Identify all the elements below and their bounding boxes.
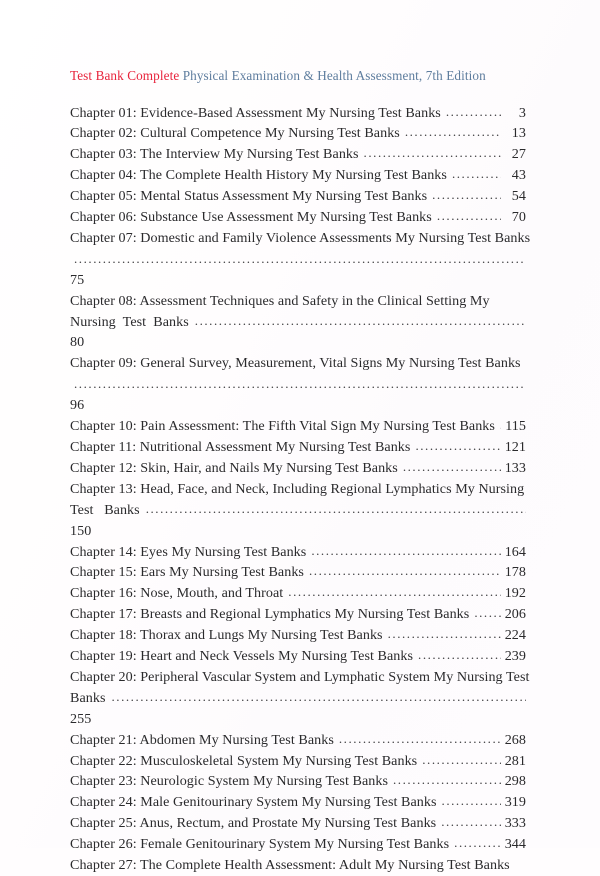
- toc-entry[interactable]: [70, 667, 526, 730]
- brand-label: Test Bank Complete: [70, 68, 179, 83]
- toc-row[interactable]: [70, 646, 526, 667]
- dot-leader: [403, 457, 501, 478]
- dot-leader: [70, 249, 526, 270]
- toc-entry-page-number: 133: [504, 458, 526, 479]
- toc-entry-title: Chapter 18: Thorax and Lungs My Nursing Test Banks: [70, 625, 383, 646]
- toc-entry-title: Chapter 17: Breasts and Regional Lymphatics My Nursing Test Banks: [70, 604, 469, 625]
- toc-entry-title: Chapter 27: The Complete Health Assessment: Adult My Nursing Test Banks: [70, 857, 510, 873]
- toc-row[interactable]: [70, 730, 526, 751]
- toc-row[interactable]: [70, 792, 526, 813]
- dot-leader: [452, 164, 501, 185]
- toc-entry-page-number: 239: [504, 646, 526, 667]
- toc-row[interactable]: [70, 834, 526, 855]
- toc-entry-title: Chapter 03: The Interview My Nursing Test Banks: [70, 144, 359, 165]
- toc-entry-page-number: 43: [504, 165, 526, 186]
- dot-leader: [442, 791, 501, 812]
- dot-leader: [432, 185, 501, 206]
- toc-entry-page-number: 268: [504, 730, 526, 751]
- dot-leader: [474, 603, 501, 624]
- toc-entry[interactable]: [70, 228, 526, 291]
- dot-leader: [437, 206, 501, 227]
- toc-entry[interactable]: [70, 834, 526, 855]
- dot-leader: [418, 645, 501, 666]
- dot-leader: [422, 750, 501, 771]
- toc-entry[interactable]: [70, 123, 526, 144]
- toc-entry-title: Chapter 23: Neurologic System My Nursing Test Banks: [70, 771, 388, 792]
- dot-leader: [388, 624, 501, 645]
- toc-row[interactable]: [70, 123, 526, 144]
- toc-row[interactable]: [70, 103, 526, 124]
- toc-entry-title-continuation: Nursing Test Banks: [70, 312, 189, 333]
- toc-entry-page-number: 80: [70, 332, 526, 353]
- toc-entry-page-number: 298: [504, 771, 526, 792]
- toc-row[interactable]: [70, 771, 526, 792]
- toc-entry[interactable]: [70, 291, 526, 354]
- toc-row[interactable]: [70, 312, 526, 333]
- toc-row[interactable]: [70, 144, 526, 165]
- toc-row[interactable]: [70, 165, 526, 186]
- toc-entry[interactable]: [70, 730, 526, 751]
- toc-row[interactable]: [70, 186, 526, 207]
- toc-entry-title: Chapter 19: Heart and Neck Vessels My Nursing Test Banks: [70, 646, 413, 667]
- toc-entry-title: Chapter 01: Evidence-Based Assessment My Nursing Test Banks: [70, 103, 441, 124]
- toc-row[interactable]: [70, 751, 526, 772]
- toc-row[interactable]: [70, 542, 526, 563]
- toc-entry[interactable]: [70, 207, 526, 228]
- toc-entry[interactable]: [70, 604, 526, 625]
- toc-entry-title: Chapter 10: Pain Assessment: The Fifth Vital Sign My Nursing Test Banks: [70, 416, 495, 437]
- toc-row[interactable]: [70, 688, 526, 709]
- toc-row[interactable]: [70, 855, 526, 876]
- toc-row[interactable]: [70, 625, 526, 646]
- toc-entry-title: Chapter 02: Cultural Competence My Nursing Test Banks: [70, 123, 400, 144]
- toc-row[interactable]: [70, 500, 526, 521]
- toc-row[interactable]: [70, 458, 526, 479]
- toc-entry[interactable]: [70, 186, 526, 207]
- toc-entry[interactable]: [70, 771, 526, 792]
- toc-entry-title-continuation: Banks: [70, 688, 105, 709]
- toc-row[interactable]: [70, 562, 526, 583]
- toc-entry[interactable]: [70, 437, 526, 458]
- toc-entry-title: Chapter 06: Substance Use Assessment My Nursing Test Banks: [70, 207, 432, 228]
- toc-entry-page-number: 281: [504, 751, 526, 772]
- dot-leader: [415, 436, 501, 457]
- toc-entry-title: Chapter 15: Ears My Nursing Test Banks: [70, 562, 304, 583]
- toc-entry-page-number: 192: [504, 583, 526, 604]
- toc-entry-title: Chapter 16: Nose, Mouth, and Throat: [70, 583, 283, 604]
- toc-entry[interactable]: [70, 479, 526, 542]
- toc-entry-title: Chapter 14: Eyes My Nursing Test Banks: [70, 542, 306, 563]
- dot-leader: [500, 415, 501, 436]
- toc-row[interactable]: [70, 437, 526, 458]
- toc-entry[interactable]: [70, 625, 526, 646]
- toc-entry[interactable]: [70, 542, 526, 563]
- toc-entry-title: Chapter 22: Musculoskeletal System My Nursing Test Banks: [70, 751, 417, 772]
- page-content: [70, 68, 526, 876]
- toc-entry[interactable]: [70, 165, 526, 186]
- dot-leader: [454, 833, 501, 854]
- toc-entry-page-number: 3: [504, 103, 526, 124]
- book-title: Physical Examination & Health Assessment, 7th Edition: [183, 68, 486, 83]
- toc-entry[interactable]: [70, 103, 526, 124]
- toc-entry-page-number: 333: [504, 813, 526, 834]
- dot-leader: [446, 102, 501, 123]
- toc-entry-page-number: 54: [504, 186, 526, 207]
- toc-entry-page-number: 164: [504, 542, 526, 563]
- toc-entry-page-number: 70: [504, 207, 526, 228]
- dot-leader: [393, 770, 501, 791]
- toc-entry-title: Chapter 09: General Survey, Measurement, Vital Signs My Nursing Test Banks: [70, 353, 526, 374]
- toc-entry-title: Chapter 04: The Complete Health History My Nursing Test Banks: [70, 165, 447, 186]
- toc-entry-page-number: 255: [70, 709, 526, 730]
- dot-leader: [288, 582, 501, 603]
- toc-entry-page-number: 150: [70, 521, 526, 542]
- toc-entry[interactable]: [70, 855, 526, 876]
- dot-leader: [146, 499, 526, 520]
- dot-leader: [311, 541, 501, 562]
- toc-entry-title: Chapter 08: Assessment Techniques and Safety in the Clinical Setting My: [70, 291, 526, 312]
- toc-entry[interactable]: [70, 813, 526, 834]
- dot-leader: [70, 374, 526, 395]
- dot-leader: [364, 143, 501, 164]
- toc-row[interactable]: [70, 604, 526, 625]
- toc-entry[interactable]: [70, 458, 526, 479]
- toc-entry[interactable]: [70, 416, 526, 437]
- table-of-contents: [70, 103, 526, 876]
- toc-entry-page-number: 206: [504, 604, 526, 625]
- dot-leader: [339, 729, 501, 750]
- dot-leader: [405, 122, 501, 143]
- toc-entry-title: Chapter 07: Domestic and Family Violence Assessments My Nursing Test Banks: [70, 228, 526, 249]
- toc-entry-title: Chapter 24: Male Genitourinary System My Nursing Test Banks: [70, 792, 437, 813]
- toc-entry-title-continuation: Test Banks: [70, 500, 140, 521]
- toc-entry-page-number: 13: [504, 123, 526, 144]
- toc-entry-page-number: 115: [504, 416, 526, 437]
- toc-entry[interactable]: [70, 583, 526, 604]
- toc-entry-page-number: 178: [504, 562, 526, 583]
- toc-entry[interactable]: [70, 792, 526, 813]
- toc-entry-page-number: 224: [504, 625, 526, 646]
- toc-row[interactable]: [70, 813, 526, 834]
- toc-entry-title: Chapter 25: Anus, Rectum, and Prostate My Nursing Test Banks: [70, 813, 436, 834]
- dot-leader: [309, 561, 501, 582]
- dot-leader: [111, 687, 526, 708]
- toc-entry-title: Chapter 11: Nutritional Assessment My Nursing Test Banks: [70, 437, 410, 458]
- toc-entry-page-number: 75: [70, 270, 526, 291]
- toc-entry-page-number: 344: [504, 834, 526, 855]
- dot-leader: [441, 812, 501, 833]
- toc-entry-page-number: 96: [70, 395, 526, 416]
- toc-entry-page-number: 121: [504, 437, 526, 458]
- toc-entry-title: Chapter 13: Head, Face, and Neck, Including Regional Lymphatics My Nursing: [70, 479, 526, 500]
- toc-entry-title: Chapter 20: Peripheral Vascular System and Lymphatic System My Nursing Test: [70, 667, 526, 688]
- toc-row[interactable]: [70, 583, 526, 604]
- dot-leader: [195, 311, 526, 332]
- toc-row[interactable]: [70, 207, 526, 228]
- toc-entry[interactable]: [70, 751, 526, 772]
- toc-entry[interactable]: [70, 562, 526, 583]
- toc-entry-title: Chapter 12: Skin, Hair, and Nails My Nursing Test Banks: [70, 458, 398, 479]
- toc-entry-title: Chapter 26: Female Genitourinary System My Nursing Test Banks: [70, 834, 449, 855]
- toc-entry-page-number: 27: [504, 144, 526, 165]
- toc-entry-title: Chapter 05: Mental Status Assessment My Nursing Test Banks: [70, 186, 427, 207]
- toc-entry[interactable]: [70, 646, 526, 667]
- toc-entry-page-number: 319: [504, 792, 526, 813]
- toc-entry[interactable]: [70, 144, 526, 165]
- document-header: [70, 68, 526, 85]
- toc-entry[interactable]: [70, 353, 526, 416]
- toc-entry-title: Chapter 21: Abdomen My Nursing Test Banks: [70, 730, 334, 751]
- toc-row[interactable]: [70, 416, 526, 437]
